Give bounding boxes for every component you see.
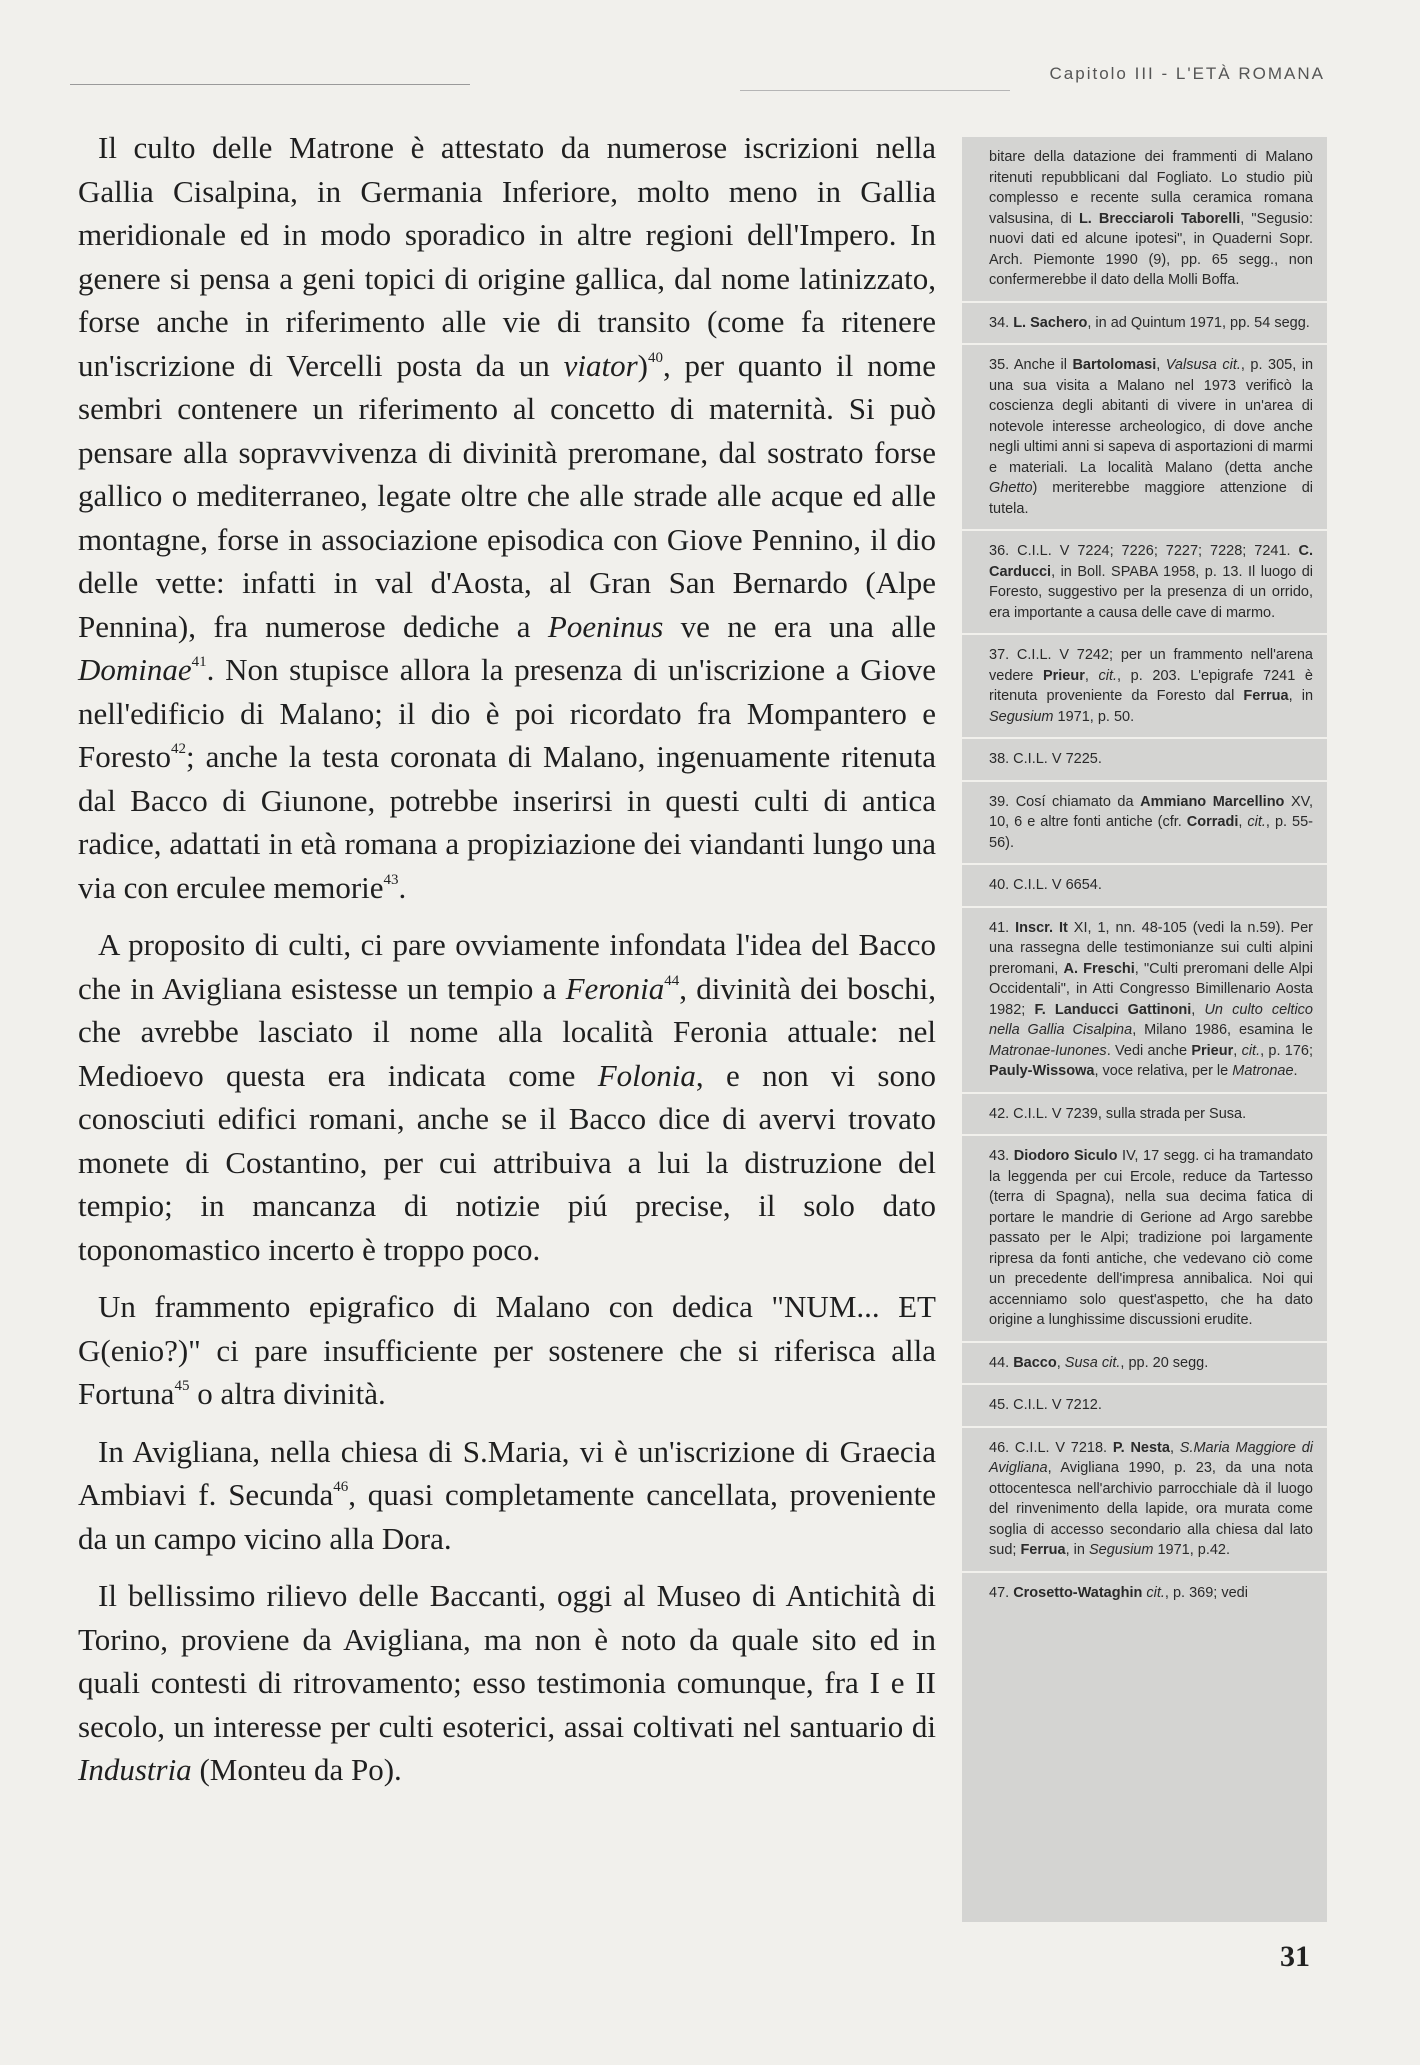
main-text-column bbox=[78, 126, 936, 1806]
footnote-ref: 46 bbox=[333, 1479, 349, 1495]
footnote-43: 43. Diodoro Siculo IV, 17 segg. ci ha tramandato la leggenda per cui Ercole, reduce da Tartesso (terra di Spagna), nella sua decima fatica di portare le mandrie di Gerione ad Argo sarebbe passato per le Alpi; tradizione poi largamente ripresa da fonti antiche, che vedevano ciò come un precedente dell'impresa annibalica. Noi qui accenniamo solo quest'aspetto, che ha dato origine a lunghissime discussioni erudite. bbox=[962, 1136, 1327, 1343]
footnote-ref: 40 bbox=[647, 349, 663, 366]
footnote-ref: 43 bbox=[383, 871, 399, 888]
footnote-ref: 42 bbox=[171, 741, 186, 757]
header-rule-right bbox=[740, 90, 1010, 91]
paragraph-avigliana: In Avigliana, nella chiesa di S.Maria, vi è un'iscrizione di Graecia Ambiavi f. Secunda$^{46}$, quasi completamente cancellata, proveniente da un campo vicino alla Dora. bbox=[78, 1433, 936, 1556]
paragraph-feronia: A proposito di culti, ci pare ovviamente infondata l'idea del Bacco che in Avigliana esistesse un tempio a Feronia$^{44}$, divinità dei boschi, che avrebbe lasciato il nome alla località Feronia attuale: nel Medioevo questa era indicata come Folonia, e non vi sono conosciuti edifici romani, anche se il Bacco dice di avervi trovato monete di Costantino, per cui attribuiva a lui la distruzione del tempio; in mancanza di notizie piú precise, il solo dato toponomastico incerto è troppo poco. bbox=[78, 927, 936, 1267]
footnote-36: 36. C.I.L. V 7224; 7226; 7227; 7228; 7241. C. Carducci, in Boll. SPABA 1958, p. 13. Il luogo di Foresto, suggestivo per la presenza di un orrido, era importante a causa delle cave di marmo. bbox=[962, 531, 1327, 635]
footnote-41: 41. Inscr. It XI, 1, nn. 48-105 (vedi la n.59). Per una rassegna delle testimonianze sui culti alpini preromani, A. Freschi, "Culti preromani delle Alpi Occidentali", in Atti Congresso Bimillenario Aosta 1982; F. Landucci Gattinoni, Un culto celtico nella Gallia Cisalpina, Milano 1986, esamina le Matronae-Iunones. Vedi anche Prieur, cit., p. 176; Pauly-Wissowa, voce relativa, per le Matronae. bbox=[962, 908, 1327, 1094]
footnote-38: 38. C.I.L. V 7225. bbox=[962, 739, 1327, 782]
footnote-33: bitare della datazione dei frammenti di Malano ritenuti repubblicani dal Fogliato. Lo studio più complesso e recente sulla ceramica romana valsusina, di L. Brecciaroli Taborelli, "Segusio: nuovi dati ed alcune ipotesi", in Quaderni Sopr. Arch. Piemonte 1990 (9), pp. 65 segg., non confermerebbe il dato della Molli Boffa. bbox=[962, 137, 1327, 303]
footnote-42: 42. C.I.L. V 7239, sulla strada per Susa. bbox=[962, 1094, 1327, 1137]
footnote-47: 47. Crosetto-Wataghin cit., p. 369; vedi bbox=[989, 1584, 1248, 1601]
footnote-46: 46. C.I.L. V 7218. P. Nesta, S.Maria Maggiore di Avigliana, Avigliana 1990, p. 23, da una nota ottocentesca nell'archivio parrocchiale dà il luogo del rinvenimento della lapide, ora murata come soglia di accesso secondario alla chiesa dal lato sud; Ferrua, in Segusium 1971, p.42. bbox=[962, 1428, 1327, 1573]
footnote-ref: 45 bbox=[174, 1378, 190, 1394]
paragraph-frammento: Un frammento epigrafico di Malano con dedica "NUM... ET G(enio?)" ci pare insufficiente per sostenere che si riferisca alla Fortuna$^{45}$ o altra divinità. bbox=[78, 1289, 936, 1411]
footnote-ref: 41 bbox=[191, 654, 207, 670]
paragraph-matrone: Il culto delle Matrone è attestato da numerose iscrizioni nella Gallia Cisalpina, in Germania Inferiore, molto meno in Gallia meridionale ed in modo sporadico in altre regioni dell'Impero. In genere si pensa a geni topici di origine gallica, dal nome latinizzato, forse anche in riferimento alle vie di transito (come fa ritenere un'iscrizione di Vercelli posta da un viator)$^{40}$, per quanto il nome sembri contenere un riferimento al concetto di maternità. Si può pensare alla sopravvivenza di divinità preromane, dal sostrato forse gallico o mediterraneo, legate oltre che alle strade alle acque ed alle montagne, forse in associazione episodica con Giove Pennino, il dio delle vette: infatti in val d'Aosta, al Gran San Bernardo (Alpe Pennina), fra numerose dediche a Poeninus ve ne era una alle Dominae$^{41}$. Non stupisce allora la presenza di un'iscrizione a Giove nell'edificio di Malano; il dio è poi ricordato fra Mompantero e Foresto$^{42}$; anche la testa coronata di Malano, ingenuamente ritenuta dal Bacco di Giunone, potrebbe inserirsi in questi culti di antica radice, adattati in età romana a propiziazione dei viandanti lungo una via con erculee memorie$^{43}$. bbox=[78, 130, 936, 905]
footnote-37: 37. C.I.L. V 7242; per un frammento nell'arena vedere Prieur, cit., p. 203. L'epigrafe 7241 è ritenuta proveniente da Foresto dal Ferrua, in Segusium 1971, p. 50. bbox=[962, 635, 1327, 739]
footnote-44: 44. Bacco, Susa cit., pp. 20 segg. bbox=[962, 1343, 1327, 1386]
footnote-39: 39. Cosí chiamato da Ammiano Marcellino XV, 10, 6 e altre fonti antiche (cfr. Corradi, cit., p. 55-56). bbox=[962, 782, 1327, 866]
footnote-45: 45. C.I.L. V 7212. bbox=[962, 1385, 1327, 1428]
footnotes-sidebar bbox=[962, 137, 1327, 1922]
paragraph-baccanti: Il bellissimo rilievo delle Baccanti, oggi al Museo di Antichità di Torino, proviene da Avigliana, ma non è noto da quale sito ed in quali contesti di ritrovamento; esso testimonia comunque, fra I e II secolo, un interesse per culti esoterici, assai coltivati nel santuario di Industria (Monteu da Po). bbox=[78, 1578, 936, 1787]
footnote-40: 40. C.I.L. V 6654. bbox=[962, 865, 1327, 908]
footnote-ref: 44 bbox=[664, 972, 680, 989]
header-rule-left bbox=[70, 84, 470, 85]
footnote-34: 34. L. Sachero, in ad Quintum 1971, pp. 54 segg. bbox=[962, 303, 1327, 346]
running-head: Capitolo III - L'ETÀ ROMANA bbox=[1049, 64, 1325, 83]
footnote-35: 35. Anche il Bartolomasi, Valsusa cit., p. 305, in una sua visita a Malano nel 1973 verificò la coscienza degli abitanti di vivere in un'area di notevole interesse archeologico, di dove anche negli ultimi anni si sapeva di asportazioni di marmi e materiali. La località Malano (detta anche Ghetto) meriterebbe maggiore attenzione di tutela. bbox=[962, 345, 1327, 531]
page-number: 31 bbox=[1280, 1940, 1310, 1973]
